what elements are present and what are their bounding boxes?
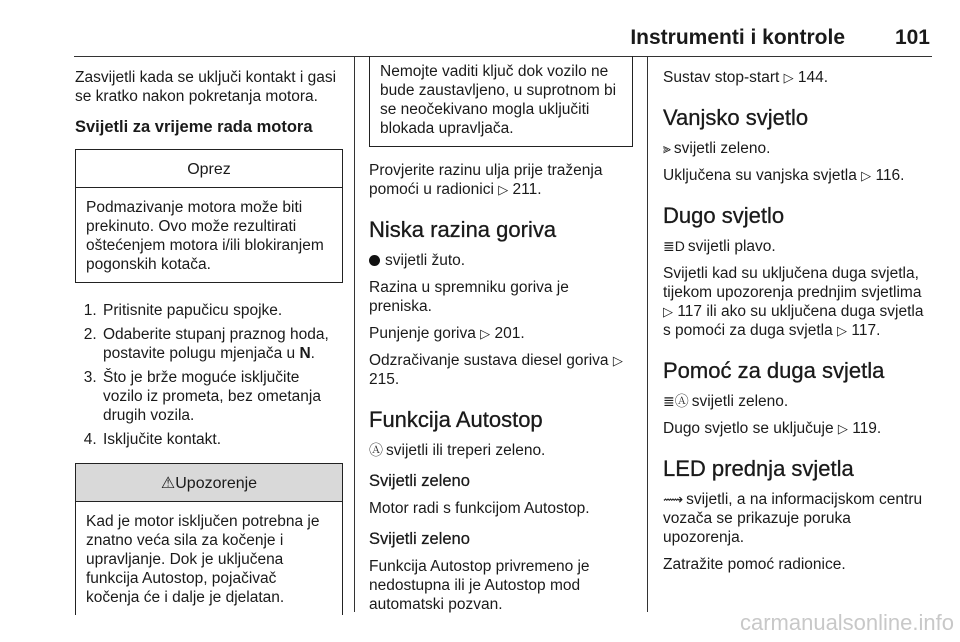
sub1-text: Motor radi s funkcijom Autostop. — [369, 500, 590, 517]
reference-arrow-icon: ▷ — [837, 323, 848, 338]
caution-title: Oprez — [76, 150, 342, 188]
autostop-indicator-line — [369, 441, 633, 460]
exterior-label: Uključena su vanjska svjetla — [663, 167, 862, 184]
intro-text: Zasvijetli kada se uključi kontakt i gasi se kratko nakon pokretanja motora. — [75, 69, 337, 105]
assist-text — [663, 419, 931, 438]
page-title: Instrumenti i kontrole — [630, 26, 845, 49]
reference-arrow-icon: ▷ — [837, 421, 848, 436]
autostop-indicator-text: svijetli ili treperi zeleno. — [386, 442, 546, 459]
reference-arrow-icon: ▷ — [498, 182, 509, 197]
fuel-p2-text: Punjenje goriva — [369, 325, 481, 342]
stop-start-text — [663, 68, 931, 87]
fuel-paragraph-1: Razina u spremniku goriva je preniska. — [369, 279, 569, 315]
column-2 — [369, 63, 633, 622]
step-text: Odaberite stupanj praznog hoda, postavite polugu mjenjača u — [103, 326, 329, 362]
fuel-heading: Niska razina goriva — [369, 217, 557, 242]
reference-arrow-icon: ▷ — [480, 326, 491, 341]
column-divider-1 — [354, 56, 355, 612]
high-beam-indicator-text: svijetli plavo. — [687, 238, 776, 255]
page-header — [0, 26, 960, 56]
led-headlight-icon: ⟿ — [663, 491, 684, 507]
autostop-heading: Funkcija Autostop — [369, 407, 543, 432]
page-number: 101 — [894, 26, 930, 49]
fuel-paragraph-2 — [369, 324, 633, 343]
subheading-2: Svijetli zeleno — [369, 530, 470, 548]
list-item — [101, 325, 343, 363]
assist-label: Dugo svjetlo se uključuje — [663, 420, 838, 437]
page-ref: 201. — [494, 325, 525, 342]
notice-text: Nemojte vaditi ključ dok vozilo ne bude zaustavljeno, u suprotnom bi se neočekivano mogla uključiti blokada upravljača. — [380, 63, 617, 137]
fuel-dot-icon — [369, 255, 380, 266]
warning-triangle-icon: ⚠ — [160, 475, 176, 492]
exterior-text — [663, 166, 931, 185]
notice-box — [369, 56, 633, 147]
section-heading-running: Svijetli za vrijeme rada motora — [75, 118, 313, 136]
list-item: 4. Isključite kontakt. — [101, 430, 343, 449]
page-ref: 211. — [512, 181, 542, 198]
list-item: 3. Što je brže moguće isključite vozilo iz prometa, bez ometanja drugih vozila. — [101, 368, 343, 425]
warning-box — [75, 463, 343, 615]
high-beam-text-a: Svijetli kad su uključena duga svjetla, tijekom upozorenja prednjim svjetlima — [663, 265, 922, 301]
autostop-a-icon: Ⓐ — [369, 442, 383, 458]
fuel-paragraph-3 — [369, 351, 633, 389]
warning-text: Kad je motor isključen potrebna je znatno veća sila za kočenje i upravljanje. Dok je uključena funkcija Autostop, pojačivač kočenja će i dalje je djelatan. — [86, 513, 320, 606]
subheading-1: Svijetli zeleno — [369, 472, 470, 490]
watermark: carmanualsonline.info — [739, 610, 954, 635]
page-ref: 119. — [852, 420, 882, 437]
list-item: 1. Pritisnite papučicu spojke. — [101, 301, 343, 320]
led-indicator-line — [663, 490, 931, 547]
led-indicator-text: svijetli, a na informacijskom centru vozača se prikazuje poruka upozorenja. — [663, 491, 923, 546]
step-end: . — [310, 345, 315, 362]
page-ref: 215. — [369, 371, 400, 388]
reference-arrow-icon: ▷ — [861, 168, 872, 183]
exterior-light-heading: Vanjsko svjetlo — [663, 105, 809, 130]
high-beam-heading: Dugo svjetlo — [663, 203, 785, 228]
high-beam-assist-icon: ≣Ⓐ — [663, 393, 689, 409]
page-ref: 117. — [851, 322, 881, 339]
warning-title-bar — [76, 464, 342, 502]
page-ref: 144. — [797, 69, 829, 86]
reference-arrow-icon: ▷ — [783, 70, 794, 85]
check-oil-text — [369, 161, 633, 199]
high-beam-indicator-line — [663, 237, 931, 256]
page-ref: 117 — [677, 303, 703, 320]
column-1 — [75, 68, 343, 627]
caution-text: Podmazivanje motora može biti prekinuto. Ovo može rezultirati oštećenjem motora i/ili blokiranjem pogonskih kotača. — [86, 199, 324, 273]
exterior-indicator-line — [663, 139, 931, 158]
step-bold: N — [299, 345, 311, 362]
high-beam-text-b: ili ako su uključena duga svjetla s pomoći za duga svjetla — [663, 303, 924, 339]
column-divider-2 — [647, 56, 648, 612]
led-heading: LED prednja svjetla — [663, 456, 854, 481]
assist-indicator-line — [663, 392, 931, 411]
warning-title: Upozorenje — [175, 475, 258, 492]
led-text: Zatražite pomoć radionice. — [663, 556, 846, 573]
fuel-p3-text: Odzračivanje sustava diesel goriva — [369, 352, 613, 369]
stop-start-label: Sustav stop-start — [663, 69, 784, 86]
side-light-icon: ⫸ — [663, 140, 671, 156]
reference-arrow-icon: ▷ — [612, 353, 623, 368]
assist-indicator-text: svijetli zeleno. — [691, 393, 789, 410]
column-3 — [663, 68, 931, 582]
sub2-text: Funkcija Autostop privremeno je nedostupna ili je Autostop mod automatski pozvan. — [369, 558, 590, 613]
exterior-indicator-text: svijetli zeleno. — [673, 140, 771, 157]
page-ref: 116. — [875, 167, 905, 184]
reference-arrow-icon: ▷ — [663, 304, 673, 319]
steps-list — [75, 301, 343, 449]
high-beam-text — [663, 264, 931, 340]
fuel-indicator-text: svijetli žuto. — [385, 252, 466, 269]
caution-box — [75, 149, 343, 283]
check-text: Provjerite razinu ulja prije traženja pomoći u radionici — [369, 162, 603, 198]
high-beam-icon: ≣D — [663, 238, 685, 254]
high-beam-assist-heading: Pomoć za duga svjetla — [663, 358, 885, 383]
fuel-indicator-line — [369, 251, 633, 270]
